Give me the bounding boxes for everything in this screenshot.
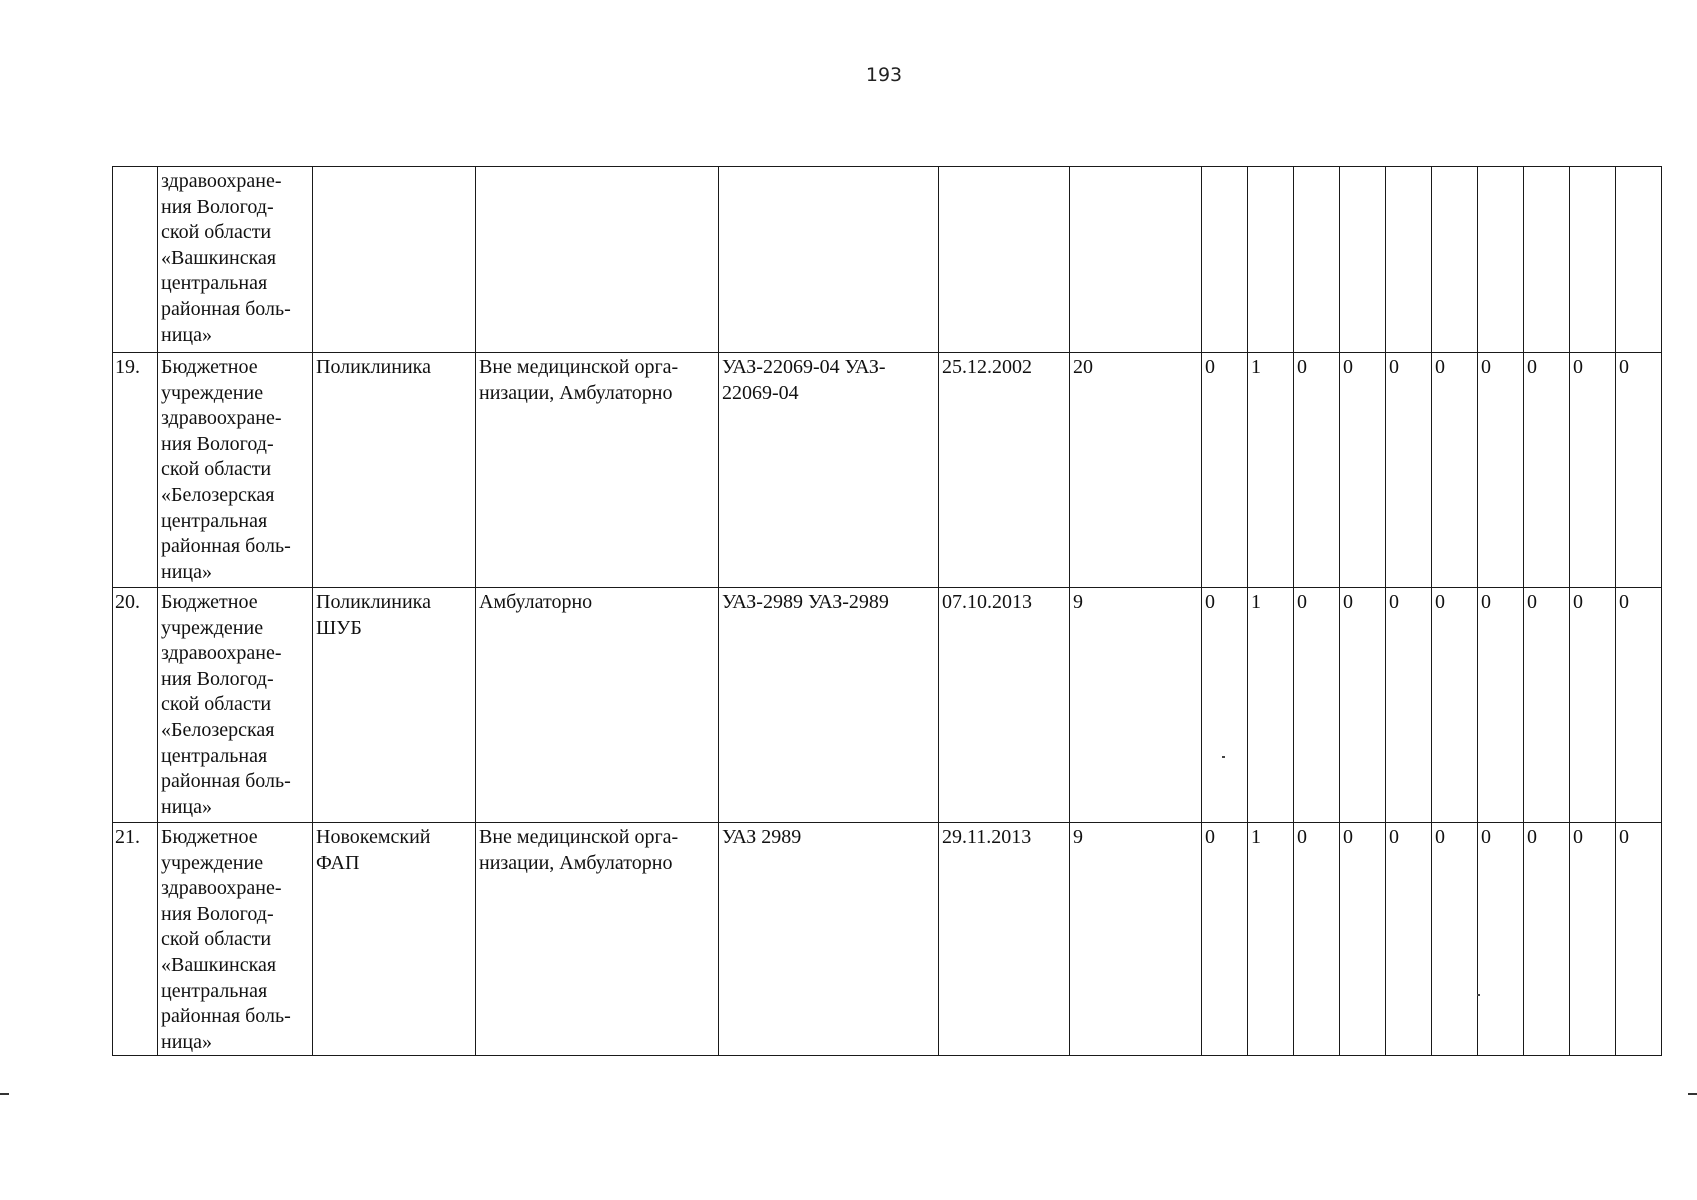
count-value: 1 bbox=[1251, 356, 1261, 378]
unit-cell bbox=[313, 167, 476, 353]
count-value: 0 bbox=[1481, 826, 1491, 848]
count-cell bbox=[1478, 353, 1524, 588]
count-value: 0 bbox=[1573, 356, 1583, 378]
care-conditions-cell bbox=[476, 588, 719, 823]
institution-cell bbox=[158, 353, 313, 588]
table-row bbox=[113, 588, 1662, 823]
registration-date-cell bbox=[939, 588, 1070, 823]
count-value: 0 bbox=[1527, 356, 1537, 378]
count-cell bbox=[1202, 167, 1248, 353]
care-conditions-cell-text: Вне медицинской орга- низации, Амбулаторно bbox=[479, 826, 679, 874]
service-years-cell bbox=[1070, 353, 1202, 588]
count-cell bbox=[1294, 167, 1340, 353]
institution-cell bbox=[158, 823, 313, 1056]
count-cell bbox=[1248, 167, 1294, 353]
count-cell bbox=[1616, 167, 1662, 353]
count-value: 0 bbox=[1481, 356, 1491, 378]
row-number-cell bbox=[113, 588, 158, 823]
service-years-cell-text: 20 bbox=[1073, 356, 1093, 378]
row-number-cell bbox=[113, 823, 158, 1056]
count-cell bbox=[1432, 588, 1478, 823]
institution-cell-text: Бюджетное учреждение здравоохране- ния Вологод- ской области «Белозерская центральная районная боль- ница» bbox=[161, 591, 291, 818]
vehicle-model-cell bbox=[719, 823, 939, 1056]
row-number-cell bbox=[113, 353, 158, 588]
service-years-cell-text: 9 bbox=[1073, 826, 1083, 848]
count-value: 0 bbox=[1435, 356, 1445, 378]
vehicle-model-cell-text: УАЗ-2989 УАЗ-2989 bbox=[722, 591, 889, 613]
scan-speck bbox=[1477, 994, 1480, 996]
registration-date-cell-text: 25.12.2002 bbox=[942, 356, 1032, 378]
count-cell bbox=[1294, 353, 1340, 588]
registration-date-cell-text: 07.10.2013 bbox=[942, 591, 1032, 613]
vehicle-model-cell-text: УАЗ-22069-04 УАЗ- 22069-04 bbox=[722, 356, 886, 404]
count-value: 0 bbox=[1343, 591, 1353, 613]
service-years-cell-text: 9 bbox=[1073, 591, 1083, 613]
unit-cell-text: Новокемский ФАП bbox=[316, 826, 431, 874]
count-cell bbox=[1248, 353, 1294, 588]
unit-cell-text: Поликлиника bbox=[316, 356, 431, 378]
unit-cell bbox=[313, 353, 476, 588]
count-value: 1 bbox=[1251, 591, 1261, 613]
service-years-cell bbox=[1070, 823, 1202, 1056]
care-conditions-cell bbox=[476, 353, 719, 588]
institution-cell bbox=[158, 167, 313, 353]
count-cell bbox=[1202, 823, 1248, 1056]
vehicle-model-cell bbox=[719, 167, 939, 353]
count-cell bbox=[1340, 588, 1386, 823]
count-cell bbox=[1340, 167, 1386, 353]
count-cell bbox=[1386, 167, 1432, 353]
row-number-cell-text: 20. bbox=[115, 591, 140, 613]
row-number-cell-text: 19. bbox=[115, 356, 140, 378]
count-cell bbox=[1432, 167, 1478, 353]
count-cell bbox=[1478, 823, 1524, 1056]
count-cell bbox=[1524, 823, 1570, 1056]
count-value: 0 bbox=[1573, 591, 1583, 613]
count-value: 0 bbox=[1389, 591, 1399, 613]
count-value: 0 bbox=[1435, 826, 1445, 848]
service-years-cell bbox=[1070, 588, 1202, 823]
service-years-cell bbox=[1070, 167, 1202, 353]
institution-cell-text: здравоохране- ния Вологод- ской области «Вашкинская центральная районная боль- ница» bbox=[161, 170, 291, 346]
care-conditions-cell bbox=[476, 823, 719, 1056]
count-value: 0 bbox=[1205, 826, 1215, 848]
count-cell bbox=[1294, 823, 1340, 1056]
row-number-cell-text: 21. bbox=[115, 826, 140, 848]
care-conditions-cell-text: Вне медицинской орга- низации, Амбулаторно bbox=[479, 356, 679, 404]
count-cell bbox=[1478, 167, 1524, 353]
count-cell bbox=[1248, 823, 1294, 1056]
table-row bbox=[113, 823, 1662, 1056]
count-value: 0 bbox=[1527, 826, 1537, 848]
count-value: 0 bbox=[1573, 826, 1583, 848]
count-cell bbox=[1524, 353, 1570, 588]
count-value: 0 bbox=[1205, 356, 1215, 378]
count-value: 0 bbox=[1527, 591, 1537, 613]
registration-date-cell bbox=[939, 167, 1070, 353]
page-number: 193 bbox=[865, 64, 903, 86]
count-value: 0 bbox=[1343, 826, 1353, 848]
count-cell bbox=[1570, 823, 1616, 1056]
unit-cell bbox=[313, 823, 476, 1056]
count-value: 0 bbox=[1297, 591, 1307, 613]
count-cell bbox=[1202, 588, 1248, 823]
count-cell bbox=[1248, 588, 1294, 823]
count-cell bbox=[1386, 823, 1432, 1056]
table-row bbox=[113, 167, 1662, 353]
unit-cell bbox=[313, 588, 476, 823]
count-cell bbox=[1570, 353, 1616, 588]
count-value: 0 bbox=[1619, 356, 1629, 378]
institution-cell-text: Бюджетное учреждение здравоохране- ния Вологод- ской области «Белозерская центральная районная боль- ница» bbox=[161, 356, 291, 583]
count-value: 0 bbox=[1619, 591, 1629, 613]
count-value: 0 bbox=[1481, 591, 1491, 613]
vehicle-model-cell bbox=[719, 588, 939, 823]
count-value: 0 bbox=[1619, 826, 1629, 848]
margin-mark-left bbox=[0, 1093, 9, 1095]
count-value: 0 bbox=[1343, 356, 1353, 378]
count-cell bbox=[1386, 353, 1432, 588]
count-cell bbox=[1202, 353, 1248, 588]
institution-cell-text: Бюджетное учреждение здравоохране- ния Вологод- ской области «Вашкинская центральная районная боль- ница» bbox=[161, 826, 291, 1053]
unit-cell-text: Поликлиника ШУБ bbox=[316, 591, 431, 639]
care-conditions-cell bbox=[476, 167, 719, 353]
count-cell bbox=[1570, 167, 1616, 353]
count-value: 0 bbox=[1389, 826, 1399, 848]
registration-date-cell-text: 29.11.2013 bbox=[942, 826, 1032, 848]
vehicle-model-cell bbox=[719, 353, 939, 588]
vehicle-model-cell-text: УАЗ 2989 bbox=[722, 826, 802, 848]
count-cell bbox=[1524, 588, 1570, 823]
registration-date-cell bbox=[939, 353, 1070, 588]
count-value: 0 bbox=[1205, 591, 1215, 613]
count-cell bbox=[1432, 353, 1478, 588]
scan-speck bbox=[1222, 756, 1225, 758]
count-cell bbox=[1340, 823, 1386, 1056]
count-value: 0 bbox=[1435, 591, 1445, 613]
count-cell bbox=[1616, 588, 1662, 823]
count-value: 0 bbox=[1297, 356, 1307, 378]
count-cell bbox=[1616, 823, 1662, 1056]
care-conditions-cell-text: Амбулаторно bbox=[479, 591, 593, 613]
vehicle-registry-table bbox=[112, 166, 1662, 1056]
count-cell bbox=[1616, 353, 1662, 588]
registration-date-cell bbox=[939, 823, 1070, 1056]
margin-mark-right bbox=[1688, 1093, 1697, 1095]
count-cell bbox=[1340, 353, 1386, 588]
count-cell bbox=[1386, 588, 1432, 823]
count-cell bbox=[1294, 588, 1340, 823]
count-cell bbox=[1570, 588, 1616, 823]
count-cell bbox=[1478, 588, 1524, 823]
institution-cell bbox=[158, 588, 313, 823]
table-row bbox=[113, 353, 1662, 588]
count-value: 0 bbox=[1297, 826, 1307, 848]
count-cell bbox=[1432, 823, 1478, 1056]
count-cell bbox=[1524, 167, 1570, 353]
count-value: 1 bbox=[1251, 826, 1261, 848]
row-number-cell bbox=[113, 167, 158, 353]
count-value: 0 bbox=[1389, 356, 1399, 378]
